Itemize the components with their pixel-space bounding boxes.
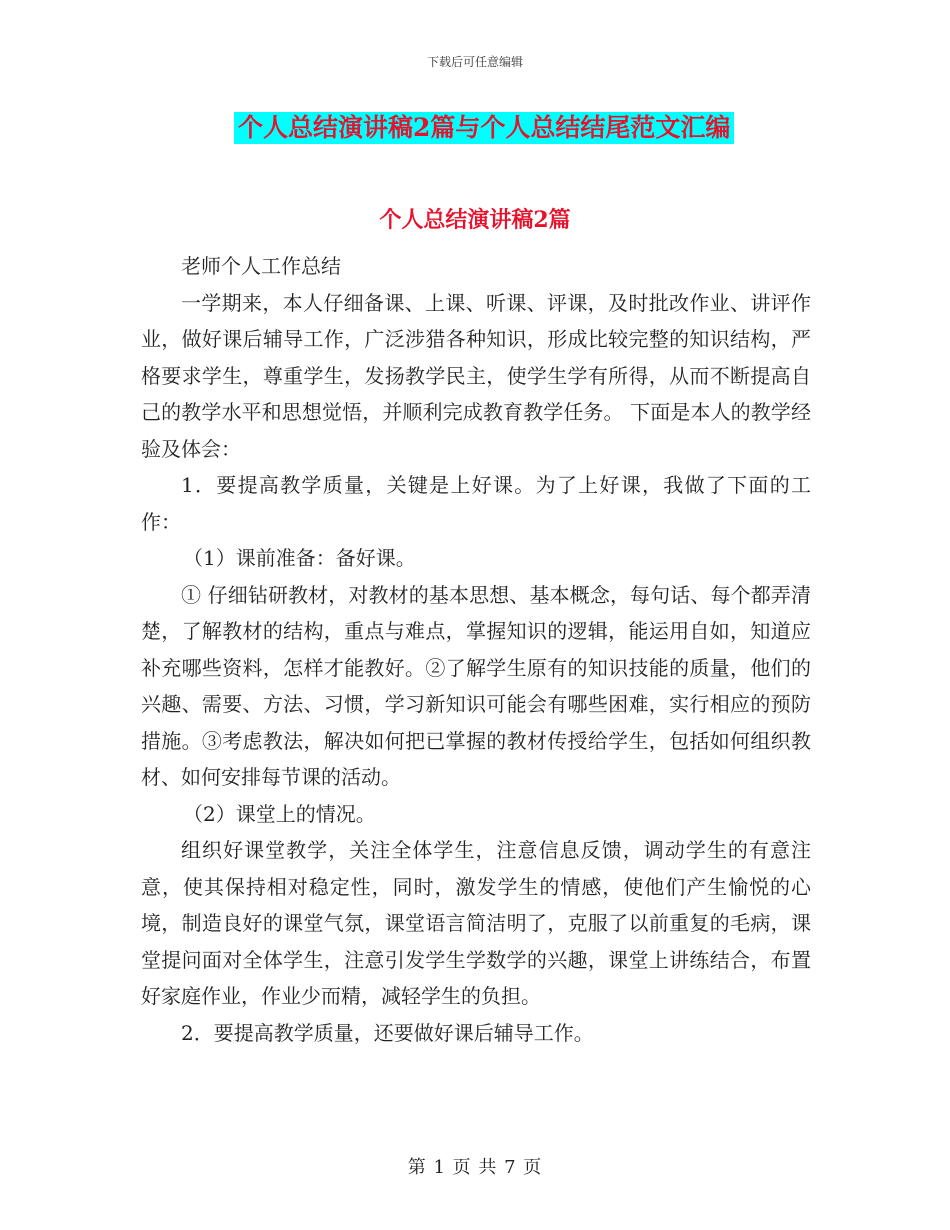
paragraph-subpoint-1: （1）课前准备：备好课。: [183, 546, 416, 570]
page-footer: 第 1 页 共 7 页: [407, 1157, 543, 1178]
paragraph-point-1: 1．要提高教学质量，关键是上好课。为了上好课，我做了下面的工作：: [141, 473, 811, 534]
paragraph-intro: 一学期来，本人仔细备课、上课、听课、评课，及时批改作业、讲评作业，做好课后辅导工作，广泛涉猎各种知识，形成比较完整的知识结构，严格要求学生，尊重学生，发扬教学民主，使学生学有所得，从而不断提高自己的教学水平和思想觉悟，并顺利完成教育教学任务。 下面是本人的教学经验及体会：: [141, 290, 811, 461]
main-title: 个人总结演讲稿2篇与个人总结结尾范文汇编: [234, 112, 734, 144]
paragraph-subtitle: 老师个人工作总结: [181, 254, 341, 278]
paragraph-subpoint-2: （2）课堂上的情况。: [183, 801, 376, 826]
paragraph-classroom: 组织好课堂教学，关注全体学生，注意信息反馈，调动学生的有意注意，使其保持相对稳定性，同时，激发学生的情感，使他们产生愉悦的心境，制造良好的课堂气氛，课堂语言简洁明了，克服了以前重复的毛病，课堂提问面对全体学生，注意引发学生学数学的兴趣，课堂上讲练结合，布置好家庭作业，作业少而精，减轻学生的负担。: [141, 838, 811, 1008]
header-note: 下载后可任意编辑: [426, 55, 523, 69]
body-text: [141, 248, 811, 1051]
paragraph-preparation: ① 仔细钻研教材，对教材的基本思想、基本概念，每句话、每个都弄清楚，了解教材的结构，重点与难点，掌握知识的逻辑，能运用自如，知道应补充哪些资料，怎样才能教好。②了解学生原有的知识技能的质量，他们的兴趣、需要、方法、习惯，学习新知识可能会有哪些困难，实行相应的预防措施。③考虑教法，解决如何把已掌握的教材传授给学生，包括如何组织教材、如何安排每节课的活动。: [141, 582, 811, 789]
paragraph-point-2: 2．要提高教学质量，还要做好课后辅导工作。: [181, 1020, 594, 1045]
section-title: 个人总结演讲稿2篇: [379, 207, 571, 233]
